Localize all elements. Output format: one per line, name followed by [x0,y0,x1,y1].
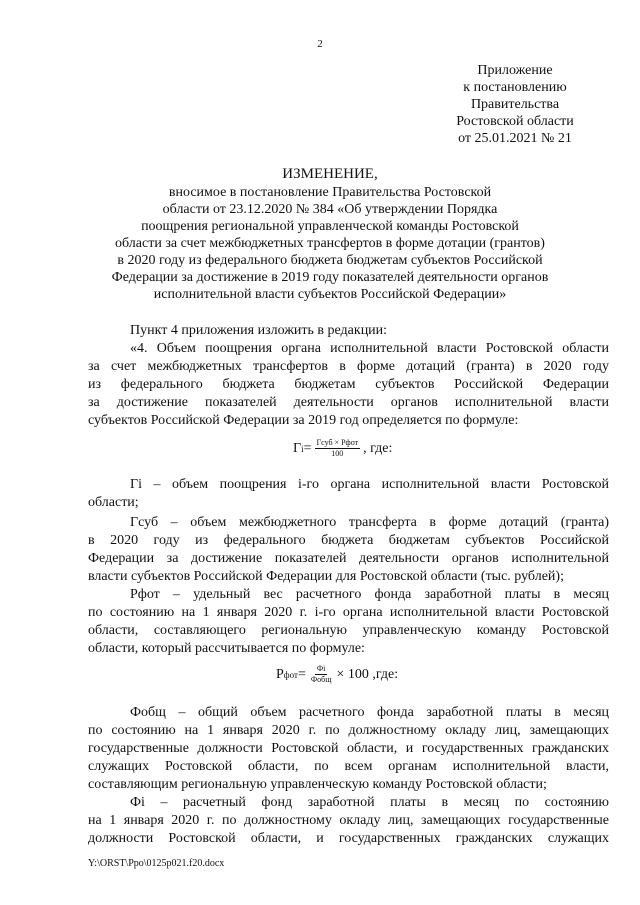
heading-line: области от 23.12.2020 № 384 «Об утверждении Порядка [162,202,498,217]
text-line: из федерального бюджета бюджетам субъектов Российской Федерации [88,377,609,392]
formula-numerator: Фi [316,664,326,673]
heading-line: вносимое в постановление Правительства Ростовской [168,185,492,200]
formula-numerator: Гсуб × Рфот [316,438,359,447]
text-line: субъектов Российской Федерации за 2019 год определяется по формуле: [88,413,519,428]
heading-line: Федерации за достижение в 2019 году показателей деятельности органов [111,270,549,285]
formula-eq: = [303,440,312,456]
document-heading [88,165,572,303]
text-line: Гi – объем поощрения i-го органа исполнительной власти Ростовской [130,477,609,492]
text-line: области, который рассчитывается по формуле: [88,641,365,656]
text-line: «4. Объем поощрения органа исполнительной власти Ростовской области [130,341,609,356]
formula-denominator: 100 [331,449,344,458]
formula-tail: × 100 ,где: [336,666,399,682]
text-line: в 2020 году из федерального бюджета бюджетам субъектов Российской [88,533,609,548]
formula-payroll-share [276,664,398,685]
text-line: области; [88,495,139,510]
formula-fraction [315,438,361,459]
formula-grant [293,438,392,459]
heading-line: исполнительной власти субъектов Российской Федерации» [153,287,507,302]
formula-lhs-sub: фот [283,669,298,680]
text-line: служащих Ростовской области, по всем органам исполнительной власти, [88,759,609,774]
formula-tail: , где: [363,440,393,456]
heading-line: поощрения региональной управленческой команды Ростовской [141,219,519,234]
text-line: на 1 января 2020 г. по должностному окладу лиц, замещающих государственные [88,813,609,828]
text-line: Гсуб – объем межбюджетного трансферта в форме дотаций (гранта) [130,515,609,530]
text-line: по состоянию на 1 января 2020 г. i-го органа исполнительной власти Ростовской [88,605,609,620]
definitions-2 [88,704,609,848]
text-line: за счет межбюджетных трансфертов в форме дотаций (гранта) в 2020 году [88,359,609,374]
text-line: области, составляющего региональную управленческую команду Ростовской [88,623,609,638]
page-number: 2 [317,38,323,50]
text-line: по состоянию на 1 января 2020 г. по должностному окладу лиц, замещающих [88,723,609,738]
appendix-line: к постановлению [463,80,567,95]
heading-line: области за счет межбюджетных трансфертов в форме дотации (грантов) [115,236,545,251]
text-line: Рфот – удельный вес расчетного фонда заработной платы в месяц [130,587,609,602]
formula-denominator: Фобщ [310,675,332,684]
appendix-line: Правительства [470,97,560,112]
formula-lhs-sub: i [301,443,304,454]
text-line: Фi – расчетный фонд заработной платы в месяц по состоянию [130,795,609,810]
appendix-line: Приложение [477,63,553,78]
text-line: Федерации за достижение показателей деятельности органов исполнительной [88,551,609,566]
document-title: ИЗМЕНЕНИЕ, [282,166,378,182]
text-line: должности Ростовской области, и государственных гражданских служащих [88,831,609,846]
appendix-line: Ростовской области [456,114,574,129]
intro-line: Пункт 4 приложения изложить в редакции: [130,323,388,338]
file-path-footer: Y:\ORST\Ppo\0125p021.f20.docx [88,858,225,869]
text-line: за достижение показателей деятельности органов исполнительной власти [88,395,609,410]
appendix-line: от 25.01.2021 № 21 [458,131,572,146]
formula-fraction [309,664,334,685]
text-line: власти субъектов Российской Федерации для Ростовской области (тыс. рублей); [88,569,564,584]
text-line: составляющим региональную управленческую команду Ростовской области; [88,777,547,792]
formula-lhs: Г [293,440,302,456]
paragraph-4 [88,322,609,430]
heading-line: в 2020 году из федерального бюджета бюджетам субъектов Российской [117,253,543,268]
appendix-block [430,62,600,147]
text-line: Фобщ – общий объем расчетного фонда заработной платы в месяц [130,705,609,720]
definitions-1 [88,476,609,658]
formula-lhs: Р [276,666,284,682]
text-line: государственные должности Ростовской области, и государственных гражданских [88,741,609,756]
formula-eq: = [297,666,306,682]
